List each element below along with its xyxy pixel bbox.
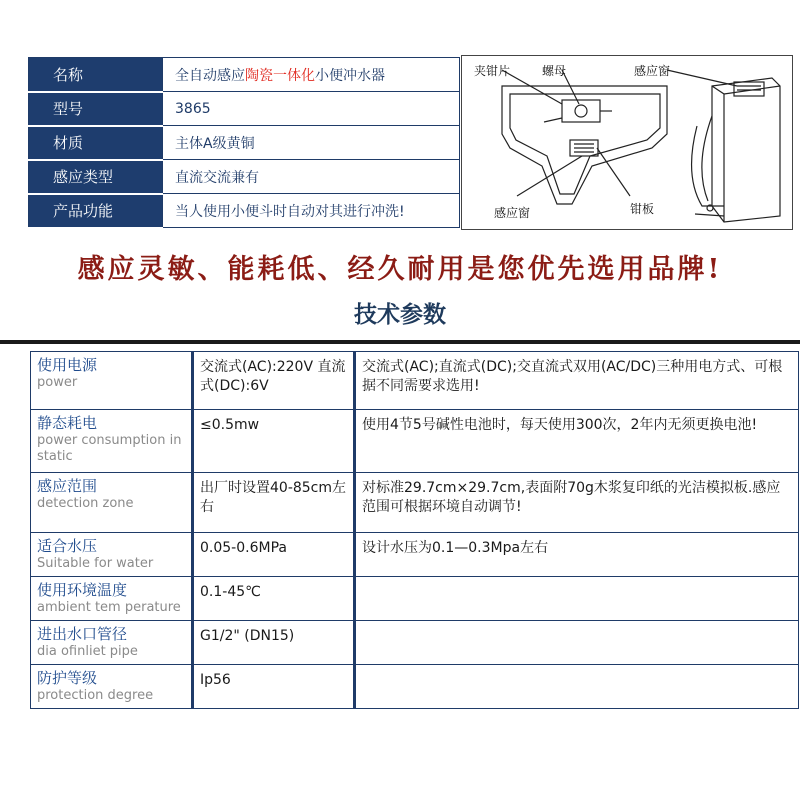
param-value: 0.05-0.6MPa (193, 533, 355, 577)
label-sensor-window-bottom: 感应窗 (494, 206, 531, 220)
spec-row-name (29, 58, 460, 92)
param-name-cell (31, 533, 193, 577)
param-name-zh: 静态耗电 (37, 414, 98, 432)
spec-label: 感应类型 (29, 160, 163, 194)
param-row-protection (31, 665, 799, 709)
param-row-ambient-temp (31, 577, 799, 621)
spec-value-tail: 小便冲水器 (315, 67, 385, 84)
param-name-cell (31, 621, 193, 665)
label-clamp-plate: 钳板 (630, 202, 655, 216)
param-name-en: dia ofinliet pipe (37, 644, 138, 659)
label-nut: 螺母 (542, 64, 567, 78)
spec-label: 产品功能 (29, 194, 163, 228)
param-note (355, 577, 799, 621)
spec-value-highlight: 陶瓷一体化 (245, 67, 315, 84)
param-name-en: detection zone (37, 496, 134, 511)
param-name-cell (31, 473, 193, 533)
spec-label: 名称 (29, 58, 163, 92)
param-name-zh: 使用电源 (37, 356, 98, 374)
installation-diagram (461, 55, 793, 230)
spec-label: 型号 (29, 92, 163, 126)
param-name-cell (31, 352, 193, 410)
spec-value: 3865 (163, 92, 460, 126)
param-row-pipe-diameter (31, 621, 799, 665)
param-name-cell (31, 577, 193, 621)
label-sensor-window-top: 感应窗 (634, 64, 671, 78)
param-name-en: protection degree (37, 688, 154, 703)
param-name-zh: 感应范围 (37, 477, 98, 495)
param-name-cell (31, 410, 193, 473)
spec-value-text: 全自动感应 (175, 67, 245, 84)
param-value: 出厂时设置40-85cm左右 (193, 473, 355, 533)
spec-value (163, 58, 460, 92)
param-value: 0.1-45℃ (193, 577, 355, 621)
param-name-zh: 防护等级 (37, 669, 98, 687)
param-row-power (31, 352, 799, 410)
param-note: 设计水压为0.1—0.3Mpa左右 (355, 533, 799, 577)
param-name-en: power (37, 375, 78, 390)
section-heading: 技术参数 (354, 302, 446, 328)
spec-row-sensor-type (29, 160, 460, 194)
spec-row-model (29, 92, 460, 126)
spec-row-material (29, 126, 460, 160)
param-note: 对标准29.7cm×29.7cm,表面附70g木浆复印纸的光洁模拟板.感应范围可根据环境自动调节! (355, 473, 799, 533)
param-name-en: ambient tem perature (37, 600, 181, 615)
param-value: G1/2" (DN15) (193, 621, 355, 665)
param-note: 交流式(AC);直流式(DC);交直流式双用(AC/DC)三种用电方式、可根据不同需要求选用! (355, 352, 799, 410)
spec-value: 直流交流兼有 (163, 160, 460, 194)
param-name-en: Suitable for water (37, 556, 154, 571)
spec-row-function (29, 194, 460, 228)
label-clip-plate: 夹钳片 (474, 64, 511, 78)
spec-label: 材质 (29, 126, 163, 160)
param-name-cell (31, 665, 193, 709)
param-name-en: power consumption in static (37, 433, 182, 464)
param-row-water-pressure (31, 533, 799, 577)
param-note (355, 621, 799, 665)
param-row-detection-zone (31, 473, 799, 533)
param-name-zh: 适合水压 (37, 537, 98, 555)
param-value: ≤0.5mw (193, 410, 355, 473)
param-note: 使用4节5号碱性电池时，每天使用300次，2年内无须更换电池! (355, 410, 799, 473)
tech-params-table (30, 351, 799, 709)
spec-value: 当人使用小便斗时自动对其进行冲洗! (163, 194, 460, 228)
divider (0, 340, 800, 344)
param-note (355, 665, 799, 709)
param-name-zh: 使用环境温度 (37, 581, 128, 599)
spec-table (28, 57, 460, 229)
slogan: 感应灵敏、能耗低、经久耐用是您优先选用品牌! (77, 254, 723, 285)
spec-value: 主体A级黄铜 (163, 126, 460, 160)
param-row-static-power (31, 410, 799, 473)
param-name-zh: 进出水口管径 (37, 625, 128, 643)
param-value: Ip56 (193, 665, 355, 709)
param-value: 交流式(AC):220V 直流式(DC):6V (193, 352, 355, 410)
